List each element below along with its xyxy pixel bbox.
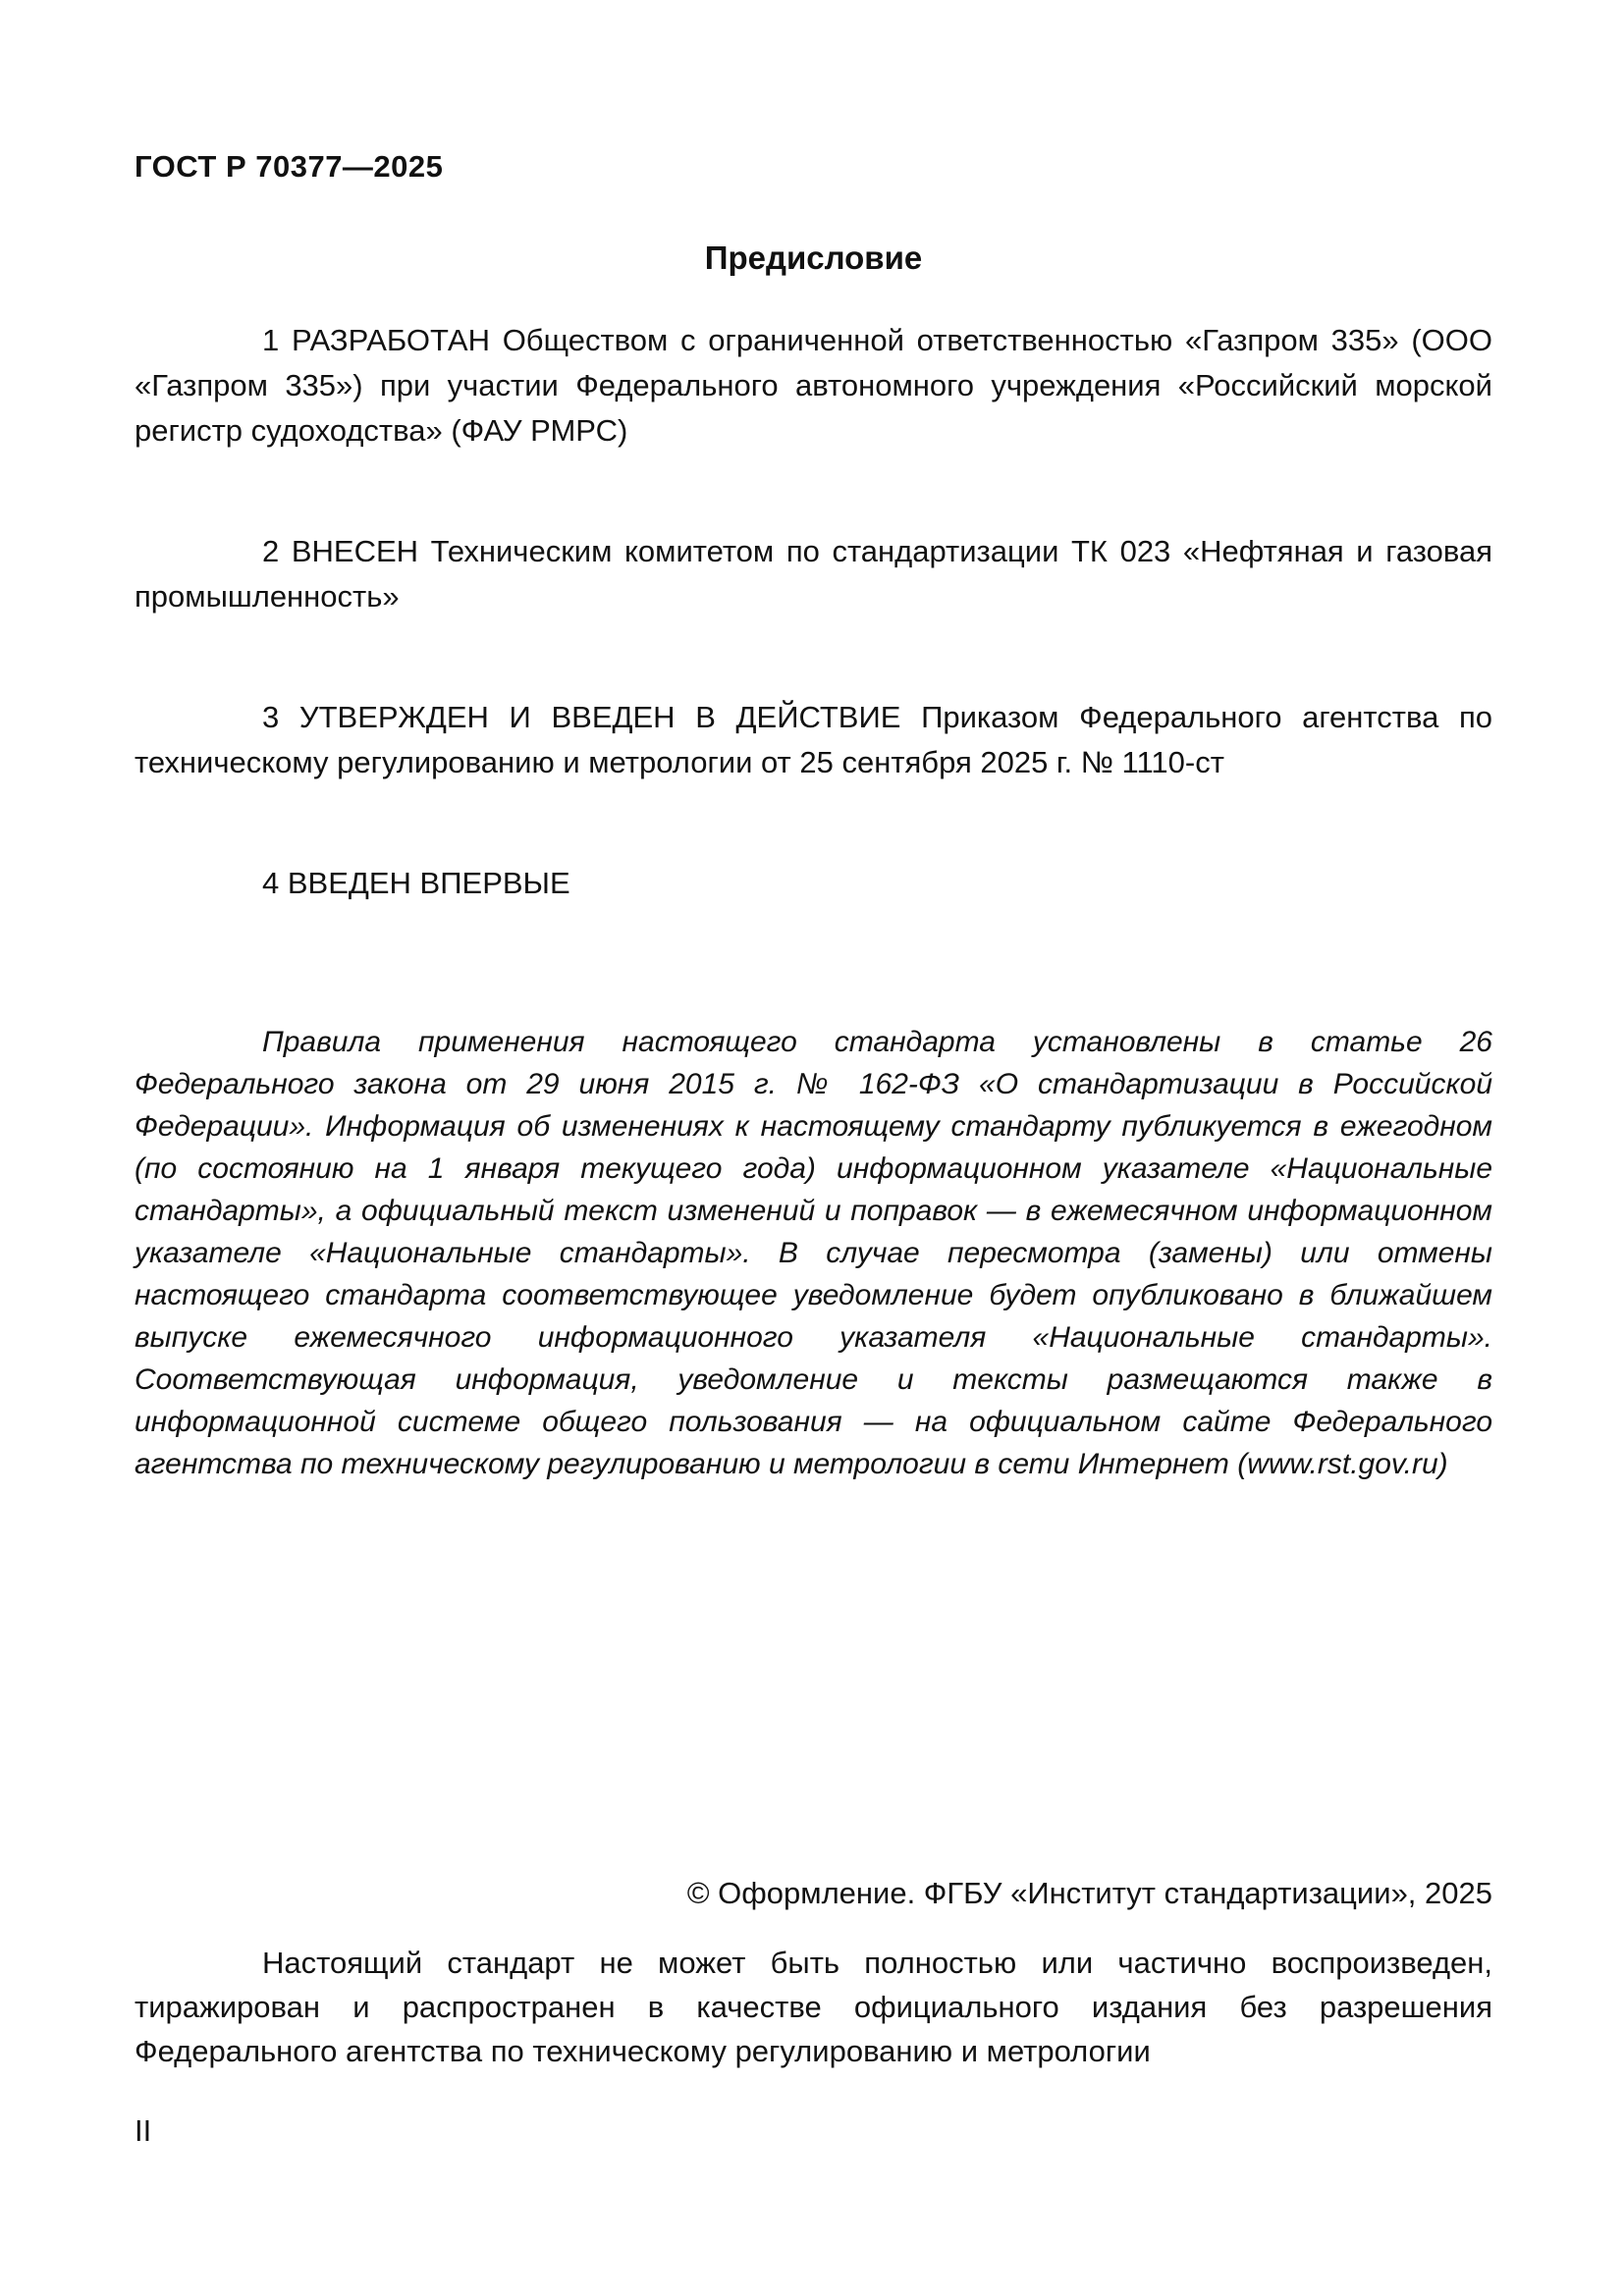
foreword-item-submitted: 2 ВНЕСЕН Техническим комитетом по стандартизации ТК 023 «Нефтяная и газовая промышленность» xyxy=(135,534,1492,614)
doc-code: ГОСТ Р 70377—2025 xyxy=(135,149,444,184)
page-title: Предисловие xyxy=(704,240,923,276)
foreword-item-introduced: 4 ВВЕДЕН ВПЕРВЫЕ xyxy=(262,866,570,900)
flex-spacer xyxy=(135,1515,1492,1872)
foreword-item-approved: 3 УТВЕРЖДЕН И ВВЕДЕН В ДЕЙСТВИЕ Приказом Федерального агентства по техническому регулированию и метрологии от 25 сентября 2025 г. № 1110-ст xyxy=(135,700,1492,779)
legal-notice: Правила применения настоящего стандарта установлены в статье 26 Федерального закона от 29 июня 2015 г. № 162-ФЗ «О стандартизации в Российской Федерации». Информация об изменениях к настоящему стандарту публикуется в ежегодном (по состоянию на 1 января текущего года) информационном указателе «Национальные стандарты», а официальный текст изменений и поправок — в ежемесячном информационном указателе «Национальные стандарты». В случае пересмотра (замены) или отмены настоящего стандарта соответствующее уведомление будет опубликовано в ближайшем выпуске ежемесячного информационного указателя «Национальные стандарты». Соответствующая информация, уведомление и тексты размещаются также в информационной системе общего пользования — на официальном сайте Федерального агентства по техническому регулированию и метрологии в сети Интернет (www.rst.gov.ru) xyxy=(135,1026,1492,1480)
foreword-item-developed: 1 РАЗРАБОТАН Обществом с ограниченной ответственностью «Газпром 335» (ООО «Газпром 335») при участии Федерального автономного учреждения «Российский морской регистр судоходства» (ФАУ РМРС) xyxy=(135,323,1492,448)
copyright-line: © Оформление. ФГБУ «Институт стандартизации», 2025 xyxy=(686,1876,1492,1910)
page-number: II xyxy=(135,2113,152,2148)
reproduction-notice: Настоящий стандарт не может быть полностью или частично воспроизведен, тиражирован и распространен в качестве официального издания без разрешения Федерального агентства по техническому регулированию и метрологии xyxy=(135,1946,1492,2068)
